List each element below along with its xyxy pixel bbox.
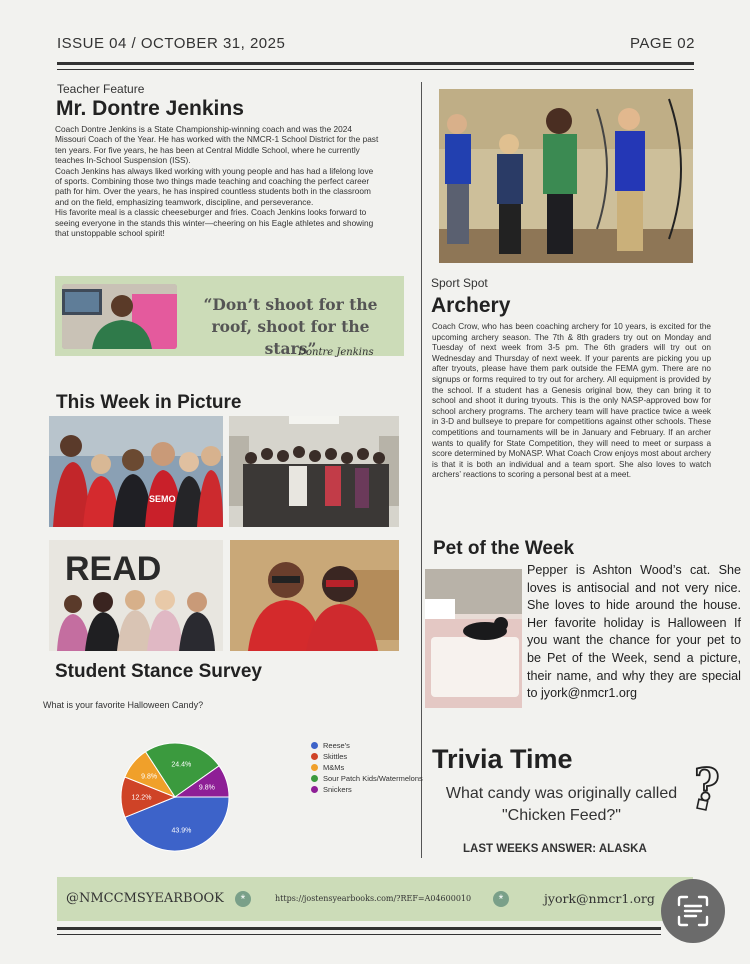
asterisk-icon: *: [235, 891, 251, 907]
pie-label: 9.8%: [141, 773, 158, 781]
teacher-feature-label: Teacher Feature: [57, 82, 145, 96]
teacher-bio-p3: His favorite meal is a classic cheeseburger and fries. Coach Jenkins looks forward to seeing everyone in the stands this winter—cheering on his Eagle athletes and showing that unstoppable school spirit!: [55, 207, 374, 239]
asterisk-icon: *: [493, 891, 509, 907]
legend-item: [311, 784, 431, 795]
issue-date: ISSUE 04 / OCTOBER 31, 2025: [57, 35, 286, 52]
legend-swatch: [311, 786, 318, 793]
quote-box: [55, 276, 404, 356]
chart-legend: [311, 740, 431, 795]
photo-read-sign: [49, 540, 223, 651]
trivia-title: Trivia Time: [432, 744, 573, 774]
pie-label: 9.8%: [198, 784, 215, 792]
survey-question: What is your favorite Halloween Candy?: [43, 700, 204, 710]
pie-label: 12.2%: [131, 794, 152, 802]
footer-rule-top: [57, 927, 661, 930]
footer-handle: @NMCCMSYEARBOOK: [66, 891, 224, 906]
last-week-answer: LAST WEEKS ANSWER: ALASKA: [463, 843, 647, 855]
pictures-title: This Week in Picture: [56, 392, 242, 413]
pie-chart: [110, 735, 240, 860]
legend-item: [311, 740, 431, 751]
legend-label: M&Ms: [323, 763, 345, 772]
teacher-photo: [62, 284, 177, 349]
trivia-question: What candy was originally called "Chicken Feed?": [445, 785, 678, 824]
legend-item: [311, 773, 431, 784]
pie-label: 43.9%: [171, 827, 192, 835]
pet-photo: [425, 569, 522, 708]
header-rule-top: [57, 62, 694, 65]
photo-group-hallway: [229, 416, 399, 527]
survey-title: Student Stance Survey: [55, 661, 262, 682]
photo-sunglasses-pair: [230, 540, 399, 651]
teacher-bio-p1: Coach Dontre Jenkins is a State Championship-winning coach and was the 2024 Missouri Coach of the Year. He has worked with the NMCR-1 School District for the past ten years. For five years, he has been at Central Middle School, where he currently teaches In-School Suspension (ISS).: [55, 124, 379, 166]
legend-label: Skittles: [323, 752, 348, 761]
teacher-bio-p2: Coach Jenkins has always liked working with young people and has had a lifelong love of sports. Combining those two things made teaching and coaching the perfect career path for him. Over the years, he has inspired countless students both in the classroom and on the field, emphasizing teamwork, discipline, and perseverance.: [55, 165, 374, 207]
footer-url[interactable]: https://jostensyearbooks.com/?REF=A04600010: [275, 894, 472, 903]
scan-text-button[interactable]: [661, 879, 725, 943]
pet-text: Pepper is Ashton Wood’s cat. She loves is antisocial and not very nice. She loves to hide around the house. Her favorite holiday is Halloween If you want the chance for your pet to be Pet of the Week, send a picture, their name, and why they are special to jyork@nmcr1.org: [527, 563, 741, 701]
legend-swatch: [311, 742, 318, 749]
footer-rule-bottom: [57, 934, 661, 935]
archery-title: Archery: [431, 294, 511, 317]
teacher-bio: [55, 124, 380, 238]
legend-item: [311, 751, 431, 762]
sport-spot-label: Sport Spot: [431, 276, 488, 290]
read-sign-text: READ: [65, 550, 162, 588]
legend-item: [311, 762, 431, 773]
photo-group-red-shirts: [49, 416, 223, 527]
legend-swatch: [311, 753, 318, 760]
semo-shirt-text: SEMO: [149, 494, 176, 504]
footer-bar: [57, 877, 693, 921]
question-mark-icon: [690, 760, 732, 812]
legend-label: Snickers: [323, 785, 352, 794]
header-rule-bottom: [57, 69, 694, 70]
archery-text: Coach Crow, who has been coaching archery for 10 years, is excited for the upcoming archery season. The 7th & 8th graders try out on Monday and Tuesday of next week from 3-5 pm. The 6th graders will try out on Wednesday and Thursday of next week. If your parents are picking you up after tryouts, please have them park outside the FEMA gym. There are no signups or forms required to try out for archery. All equipment is provided by the school. If a student has a Genesis original bow, they can bring it to school and shoot it during tryouts. This is the only NASP-approved bow for school archery programs. The archery team will have practice twice a week in 3-D and bullseye to prepare for competitions against other schools. These competitions and tournaments will be in January and February. If an archer wants to qualify for State Competition, they will need to meet or surpass a score determined by MoNASP. What Coach Crow enjoys most about archery is that it is both an individual and a team sport. She also loves to watch archers’ reactions to scoring a personal best at a meet.: [432, 322, 711, 480]
legend-label: Sour Patch Kids/Watermelons: [323, 774, 423, 783]
pet-title: Pet of the Week: [433, 538, 575, 559]
teacher-name: Mr. Dontre Jenkins: [56, 97, 244, 120]
legend-swatch: [311, 775, 318, 782]
page-number: PAGE 02: [630, 35, 695, 52]
legend-swatch: [311, 764, 318, 771]
quote-text: “Don’t shoot for the roof, shoot for the stars”: [203, 295, 378, 358]
scan-text-icon: [661, 879, 725, 943]
archery-photo: [439, 89, 693, 263]
pie-label: 24.4%: [171, 761, 192, 769]
footer-email[interactable]: jyork@nmcr1.org: [544, 891, 655, 906]
legend-label: Reese's: [323, 741, 350, 750]
quote-signature: Dontre Jenkins: [298, 347, 374, 358]
svg-text:?: ?: [694, 760, 720, 811]
